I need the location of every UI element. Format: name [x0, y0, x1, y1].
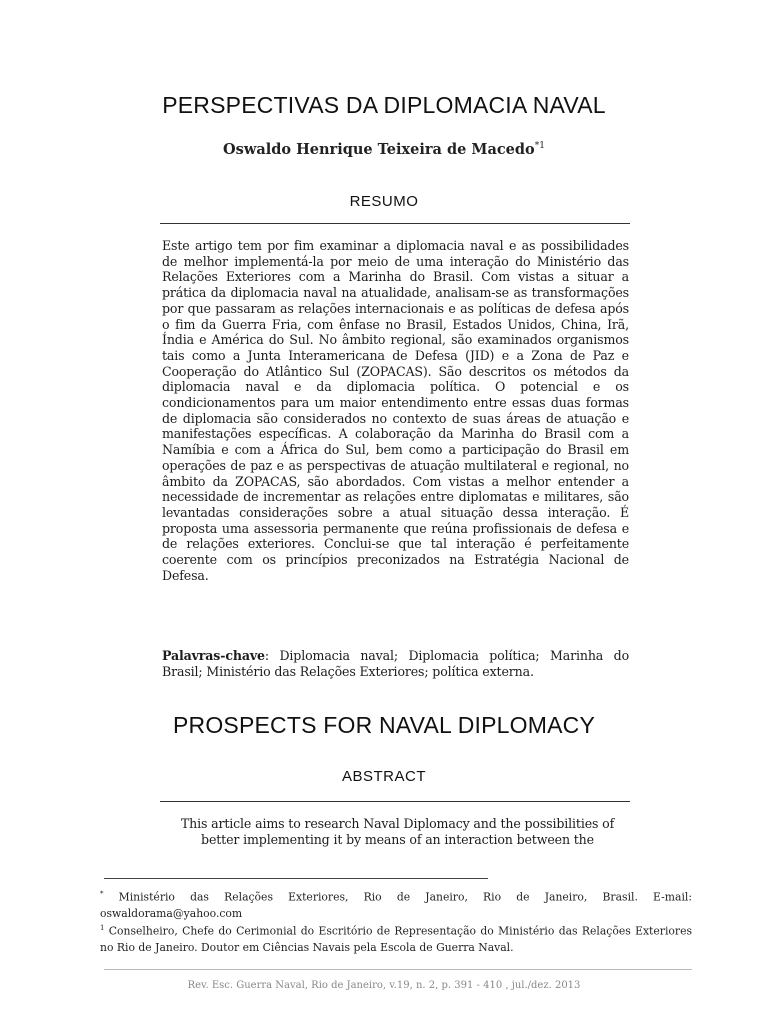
footnote-mark-star: * — [100, 890, 104, 898]
footnote-affiliation — [100, 886, 692, 922]
resumo-paragraph: Este artigo tem por fim examinar a diplomacia naval e as possibilidades de melhor implementá-la por meio de uma interação do Ministério das Relações Exteriores com a Marinha do Brasil. Com vistas a situar a prática da diplomacia naval na atualidade, analisam-se as transformações por que passaram as relações internacionais e as políticas de defesa após o fim da Guerra Fria, com ênfase no Brasil, Estados Unidos, China, Irã, Índia e América do Sul. No âmbito regional, são examinados organismos tais como a Junta Interamericana de Defesa (JID) e a Zona de Paz e Cooperação do Atlântico Sul (ZOPACAS). São descritos os métodos da diplomacia naval e da diplomacia política. O potencial e os condicionamentos para um maior entendimento entre essas duas formas de diplomacia são considerados no contexto de suas áreas de atuação e manifestações específicas. A colaboração da Marinha do Brasil com a Namíbia e com a África do Sul, bem como a participação do Brasil em operações de paz e as perspectivas de atuação multilateral e regional, no âmbito da ZOPACAS, são abordados. Com vistas a melhor entender a necessidade de incrementar as relações entre diplomatas e militares, são levantadas considerações sobre a atual situação dessa interação. É proposta uma assessoria permanente que reúna profissionais de defesa e de relações exteriores. Conclui-se que tal interação é perfeitamente coerente com os princípios preconizados na Estratégia Nacional de Defesa. — [162, 238, 629, 583]
author-footnote-marks: *1 — [534, 141, 545, 152]
abstract-heading: ABSTRACT — [341, 768, 426, 785]
journal-citation-footer: Rev. Esc. Guerra Naval, Rio de Janeiro, v.19, n. 2, p. 391 - 410 , jul./dez. 2013 — [187, 980, 581, 991]
resumo-divider — [160, 223, 630, 224]
keywords-paragraph — [162, 648, 629, 679]
keywords-text: : Diplomacia naval; Diplomacia política; Marinha do Brasil; Ministério das Relações Exteriores; política externa. — [162, 648, 629, 679]
footer-divider — [104, 969, 692, 970]
keywords-label: Palavras-chave — [162, 648, 265, 663]
footnote-affiliation-text: Ministério das Relações Exteriores, Rio de Janeiro, Rio de Janeiro, Brasil. E-mail: oswaldorama@yahoo.com — [100, 890, 692, 920]
footnote-divider — [104, 878, 488, 879]
author-line — [0, 141, 768, 158]
resumo-heading: RESUMO — [349, 193, 419, 210]
abstract-paragraph: This article aims to research Naval Diplomacy and the possibilities of better implementing it by means of an interaction between the — [180, 816, 615, 847]
author-name: Oswaldo Henrique Teixeira de Macedo — [223, 141, 535, 158]
footnote-position-text: Conselheiro, Chefe do Cerimonial do Escritório de Representação do Ministério das Relações Exteriores no Rio de Janeiro. Doutor em Ciências Navais pela Escola de Guerra Naval. — [100, 924, 692, 954]
article-title-pt: PERSPECTIVAS DA DIPLOMACIA NAVAL — [162, 92, 606, 118]
footnote-mark-one: 1 — [100, 924, 105, 932]
abstract-divider — [160, 801, 630, 802]
footnote-position — [100, 920, 692, 956]
article-title-en: PROSPECTS FOR NAVAL DIPLOMACY — [172, 712, 595, 738]
